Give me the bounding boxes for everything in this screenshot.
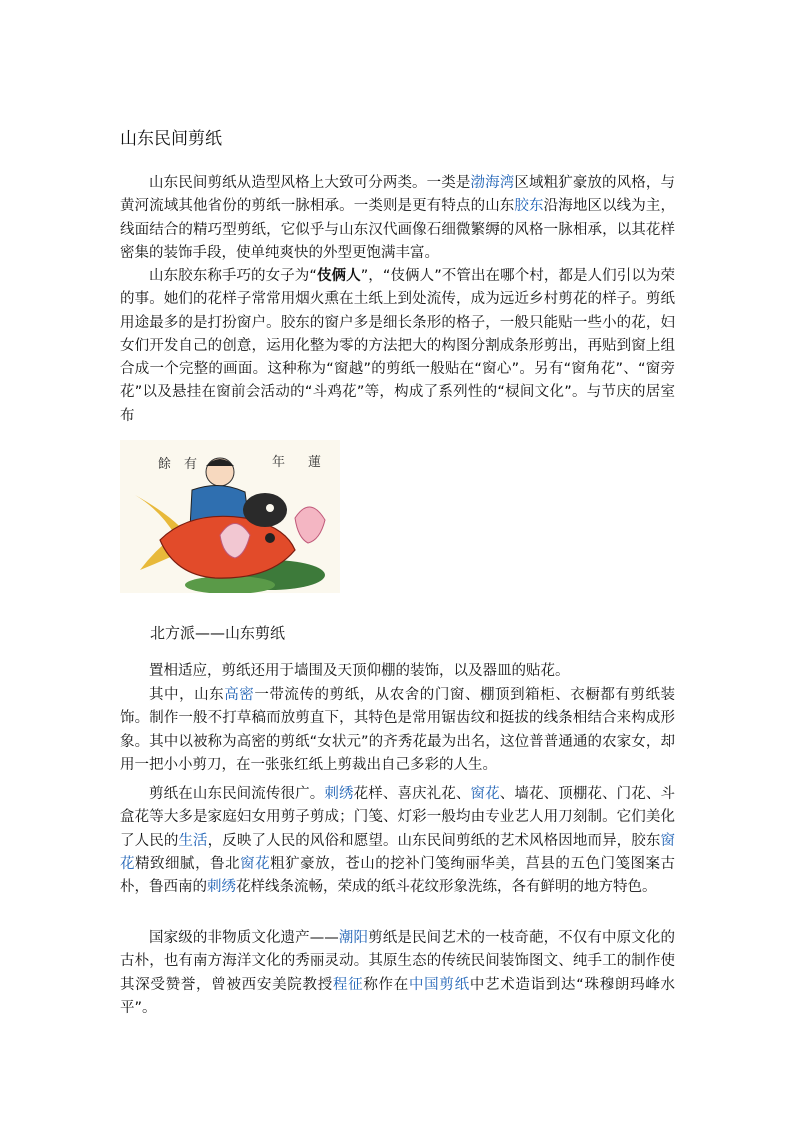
bold-term: 伎俩人 [316, 268, 361, 284]
papercut-image [120, 440, 340, 593]
fish-head [243, 493, 287, 527]
link-window-flower-2[interactable]: 窗花 [120, 832, 676, 872]
link-gaomi[interactable]: 高密 [224, 687, 255, 703]
inscription-char-3: 年 [272, 455, 286, 470]
link-jiaodong[interactable]: 胶东 [514, 198, 544, 215]
page-title: 山东民间剪纸 [120, 129, 222, 149]
carp-eye [265, 533, 275, 543]
paragraph-5: 剪纸在山东民间流传很广。刺绣花样、喜庆礼花、窗花、墙花、顶棚花、门花、斗盒花等大多是家庭妇女用剪子剪成；门笺、灯彩一般均由专业艺人用刀刻制。它们美化了人民的生活，反映了人民的风俗和愿望。山东民间剪纸的艺术风格因地而异，胶东窗花精致细腻，鲁北窗花粗犷豪放，苍山的挖补门笺绚丽华美，莒县的五色门笺图案古朴，鲁西南的刺绣花样线条流畅，荣成的纸斗花纹形象洗练，各有鲜明的地方特色。 [120, 786, 676, 896]
paragraph-6: 国家级的非物质文化遗产——潮阳剪纸是民间艺术的一枝奇葩，不仅有中原文化的古朴，也有南方海洋文化的秀丽灵动。其原生态的传统民间装饰图文、纯手工的制作使其深受赞誉，曾被西安美院教授程征称作在中国剪纸中艺术造诣到达“珠穆朗玛峰水平”。 [120, 930, 676, 1016]
papercut-illustration [120, 440, 340, 593]
paragraph-4: 其中，山东高密一带流传的剪纸，从农舍的门窗、棚顶到箱柜、衣橱都有剪纸装饰。制作一般不打草稿而放剪直下，其特色是常用锯齿纹和挺拔的线条相结合来构成形象。其中以被称为高密的剪纸“女状元”的齐秀花最为出名，这位普普通通的农家女，却用一把小小剪刀，在一张张红纸上剪裁出自己多彩的人生。 [120, 687, 676, 773]
link-embroidery[interactable]: 刺绣 [324, 786, 354, 802]
link-chinese-papercut[interactable]: 中国剪纸 [408, 976, 470, 993]
link-cheng-zheng[interactable]: 程征 [332, 976, 364, 993]
link-life[interactable]: 生活 [178, 832, 208, 849]
paragraph-3: 置相适应，剪纸还用于墙围及天顶仰棚的装饰，以及器皿的贴花。 [149, 663, 570, 679]
link-embroidery-2[interactable]: 刺绣 [207, 879, 236, 896]
inscription-char-1: 餘 [158, 457, 172, 472]
link-chaoyang[interactable]: 潮阳 [338, 930, 369, 946]
figure-caption: 北方派——山东剪纸 [150, 624, 286, 642]
inscription-char-2: 有 [184, 457, 198, 472]
link-window-flower[interactable]: 窗花 [470, 786, 500, 802]
inscription-char-4: 蓮 [308, 455, 322, 470]
fish-eye [266, 504, 274, 512]
link-bohai-bay[interactable]: 渤海湾 [470, 175, 515, 191]
paragraph-2: 山东胶东称手巧的女子为“伎俩人”，“伎俩人”不管出在哪个村，都是人们引以为荣的事。她们的花样子常常用烟火熏在土纸上到处流传，成为远近乡村剪花的样子。剪纸用途最多的是打扮窗户。胶东的窗户多是细长条形的格子，一般只能贴一些小的花，妇女们开发自己的创意，运用化整为零的方法把大的构图分割成条形剪出，再贴到窗上组合成一个完整的画面。这种称为“窗越”的剪纸一般贴在“窗心”。另有“窗角花”、“窗旁花”以及悬挂在窗前会活动的“斗鸡花”等，构成了系列性的“棂间文化”。与节庆的居室布 [120, 268, 675, 424]
paragraph-1: 山东民间剪纸从造型风格上大致可分两类。一类是渤海湾区域粗犷豪放的风格，与黄河流域其他省份的剪纸一脉相承。一类则是更有特点的山东胶东沿海地区以线为主，线面结合的精巧型剪纸，它似乎与山东汉代画像石细微繁缛的风格一脉相承，以其花样密集的装饰手段，使单纯爽快的外型更饱满丰富。 [120, 175, 676, 261]
link-window-flower-3[interactable]: 窗花 [240, 855, 271, 872]
